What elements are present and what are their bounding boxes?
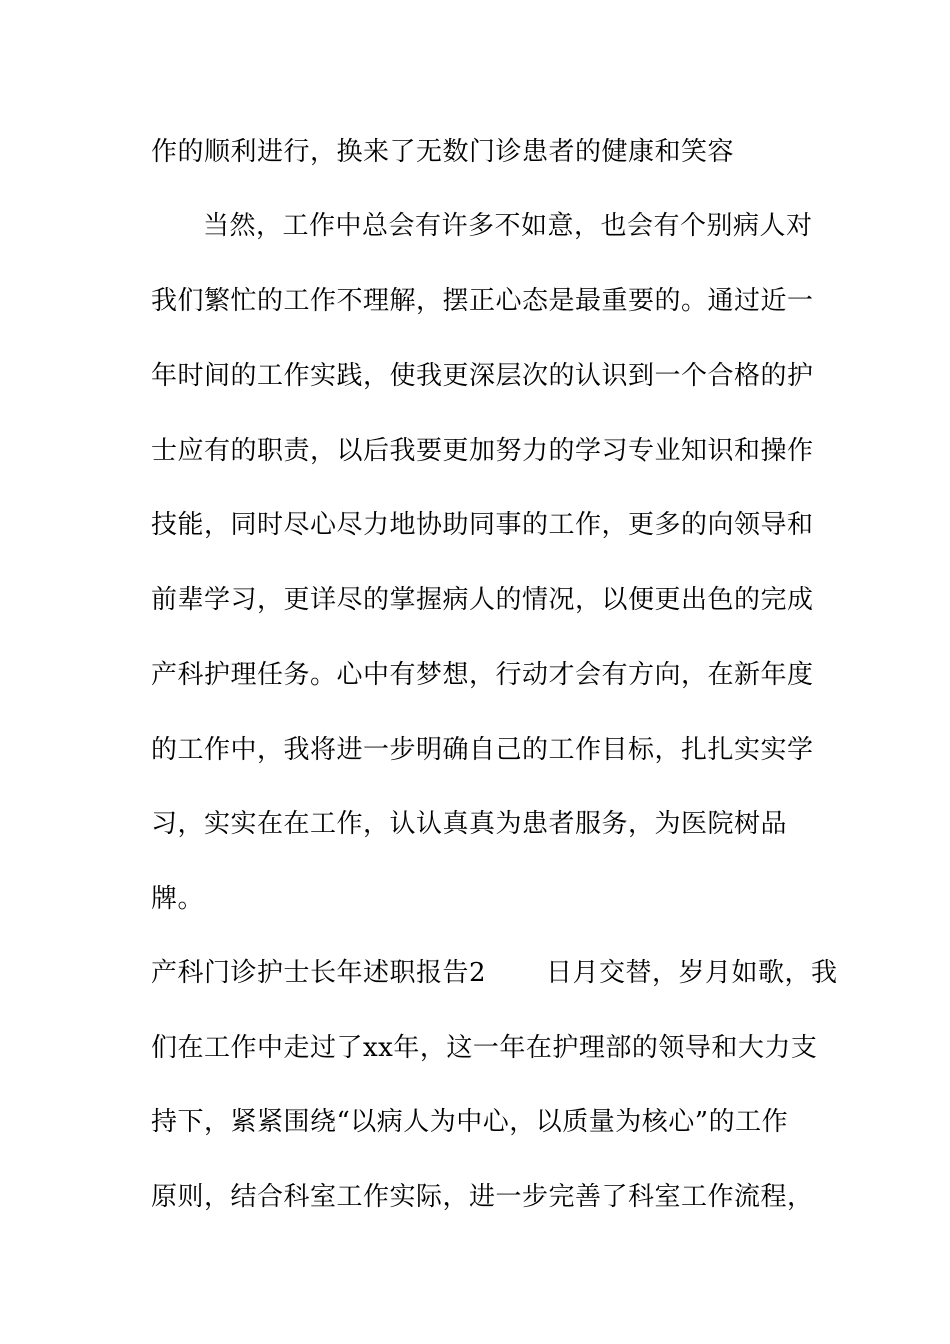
paragraph-line: 习，实实在在工作，认认真真为患者服务，为医院树品 xyxy=(151,809,788,839)
paragraph-line: 年时间的工作实践，使我更深层次的认识到一个合格的护 xyxy=(151,361,814,391)
paragraph-line: 产科护理任务。心中有梦想，行动才会有方向，在新年度 xyxy=(151,660,814,690)
paragraph-line: 作的顺利进行，换来了无数门诊患者的健康和笑容 xyxy=(151,137,735,167)
paragraph-line: 士应有的职责，以后我要更加努力的学习专业知识和操作 xyxy=(151,436,814,466)
paragraph-line: 持下，紧紧围绕“以病人为中心，以质量为核心”的工作 xyxy=(151,1107,789,1137)
paragraph-line: 当然，工作中总会有许多不如意，也会有个别病人对 xyxy=(203,211,813,241)
section-title: 产科门诊护士长年述职报告2 xyxy=(151,958,487,988)
paragraph-line: 前辈学习，更详尽的掌握病人的情况，以便更出色的完成 xyxy=(151,585,814,615)
section-heading-line xyxy=(151,957,838,989)
paragraph-line: 的工作中，我将进一步明确自己的工作目标，扎扎实实学 xyxy=(151,735,814,765)
paragraph-line: 原则，结合科室工作实际，进一步完善了科室工作流程， xyxy=(151,1182,814,1212)
paragraph-line: 们在工作中走过了xx年，这一年在护理部的领导和大力支 xyxy=(151,1033,818,1063)
section-first-line: 日月交替，岁月如歌，我 xyxy=(546,958,838,988)
paragraph-line: 牌。 xyxy=(151,884,205,914)
paragraph-line: 我们繁忙的工作不理解，摆正心态是最重要的。通过近一 xyxy=(151,286,814,316)
paragraph-line: 技能，同时尽心尽力地协助同事的工作，更多的向领导和 xyxy=(151,510,814,540)
